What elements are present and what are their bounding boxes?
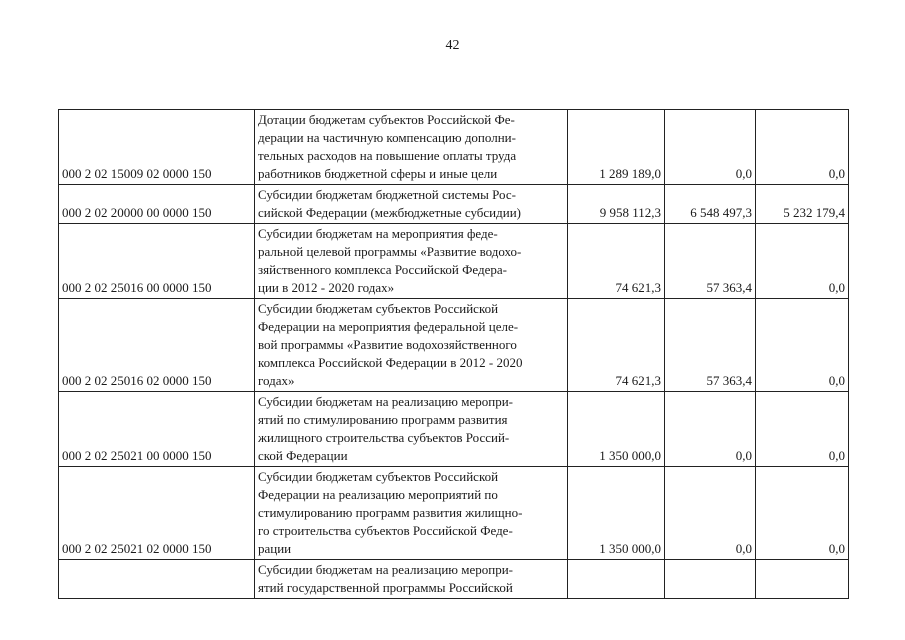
budget-code-cell: 000 2 02 20000 00 0000 150 <box>59 185 255 224</box>
description-line: ятий государственной программы Российской <box>258 580 513 595</box>
description-line: Субсидии бюджетам бюджетной системы Рос- <box>258 187 516 202</box>
amount-year-1-cell: 74 621,3 <box>568 224 665 299</box>
amount-year-2-cell: 57 363,4 <box>665 299 756 392</box>
amount-year-1-cell <box>568 560 665 599</box>
amount-year-2-cell: 57 363,4 <box>665 224 756 299</box>
description-line: дерации на частичную компенсацию дополни- <box>258 130 516 145</box>
amount-year-2-cell <box>665 560 756 599</box>
amount-year-1-cell: 9 958 112,3 <box>568 185 665 224</box>
description-line: го строительства субъектов Российской Феде- <box>258 523 513 538</box>
table-row <box>59 467 849 560</box>
description-line: работников бюджетной сферы и иные цели <box>258 166 498 181</box>
description-line: зяйственного комплекса Российской Федера- <box>258 262 507 277</box>
table-body <box>59 110 849 599</box>
description-line: тельных расходов на повышение оплаты труда <box>258 148 517 163</box>
budget-table <box>58 109 849 599</box>
budget-code-cell: 000 2 02 25016 00 0000 150 <box>59 224 255 299</box>
description-cell <box>255 110 568 185</box>
amount-year-3-cell: 0,0 <box>756 467 849 560</box>
amount-year-3-cell: 5 232 179,4 <box>756 185 849 224</box>
amount-year-2-cell: 0,0 <box>665 110 756 185</box>
description-line: стимулированию программ развития жилищно- <box>258 505 523 520</box>
table-row <box>59 299 849 392</box>
description-line: ции в 2012 - 2020 годах» <box>258 280 395 295</box>
description-line: годах» <box>258 373 295 388</box>
table-row <box>59 185 849 224</box>
page-number: 42 <box>445 38 460 53</box>
description-line: Федерации на реализацию мероприятий по <box>258 487 498 502</box>
description-cell <box>255 392 568 467</box>
description-cell <box>255 560 568 599</box>
budget-code-cell: 000 2 02 15009 02 0000 150 <box>59 110 255 185</box>
amount-year-3-cell <box>756 560 849 599</box>
description-line: сийской Федерации (межбюджетные субсидии) <box>258 205 521 220</box>
description-line: рации <box>258 541 292 556</box>
description-line: Субсидии бюджетам субъектов Российской <box>258 469 499 484</box>
amount-year-2-cell: 0,0 <box>665 467 756 560</box>
amount-year-1-cell: 1 289 189,0 <box>568 110 665 185</box>
description-line: ской Федерации <box>258 448 348 463</box>
description-line: Субсидии бюджетам на мероприятия феде- <box>258 226 498 241</box>
amount-year-3-cell: 0,0 <box>756 392 849 467</box>
table-row <box>59 224 849 299</box>
amount-year-1-cell: 1 350 000,0 <box>568 392 665 467</box>
budget-code-cell: 000 2 02 25021 00 0000 150 <box>59 392 255 467</box>
description-line: комплекса Российской Федерации в 2012 - 2020 <box>258 355 523 370</box>
amount-year-3-cell: 0,0 <box>756 224 849 299</box>
description-line: ятий по стимулированию программ развития <box>258 412 508 427</box>
amount-year-2-cell: 0,0 <box>665 392 756 467</box>
description-line: вой программы «Развитие водохозяйственного <box>258 337 517 352</box>
description-cell <box>255 299 568 392</box>
budget-code-cell: 000 2 02 25021 02 0000 150 <box>59 467 255 560</box>
description-line: Субсидии бюджетам на реализацию меропри- <box>258 394 513 409</box>
amount-year-1-cell: 1 350 000,0 <box>568 467 665 560</box>
budget-code-cell <box>59 560 255 599</box>
description-line: Федерации на мероприятия федеральной целе- <box>258 319 519 334</box>
budget-code-cell: 000 2 02 25016 02 0000 150 <box>59 299 255 392</box>
description-line: Субсидии бюджетам на реализацию меропри- <box>258 562 513 577</box>
amount-year-3-cell: 0,0 <box>756 299 849 392</box>
description-line: Субсидии бюджетам субъектов Российской <box>258 301 499 316</box>
table-row <box>59 560 849 599</box>
description-cell <box>255 224 568 299</box>
amount-year-1-cell: 74 621,3 <box>568 299 665 392</box>
amount-year-2-cell: 6 548 497,3 <box>665 185 756 224</box>
description-cell <box>255 467 568 560</box>
description-line: жилищного строительства субъектов Россий- <box>258 430 510 445</box>
description-cell <box>255 185 568 224</box>
table-row <box>59 110 849 185</box>
description-line: Дотации бюджетам субъектов Российской Фе- <box>258 112 515 127</box>
description-line: ральной целевой программы «Развитие водохо- <box>258 244 522 259</box>
table-row <box>59 392 849 467</box>
amount-year-3-cell: 0,0 <box>756 110 849 185</box>
